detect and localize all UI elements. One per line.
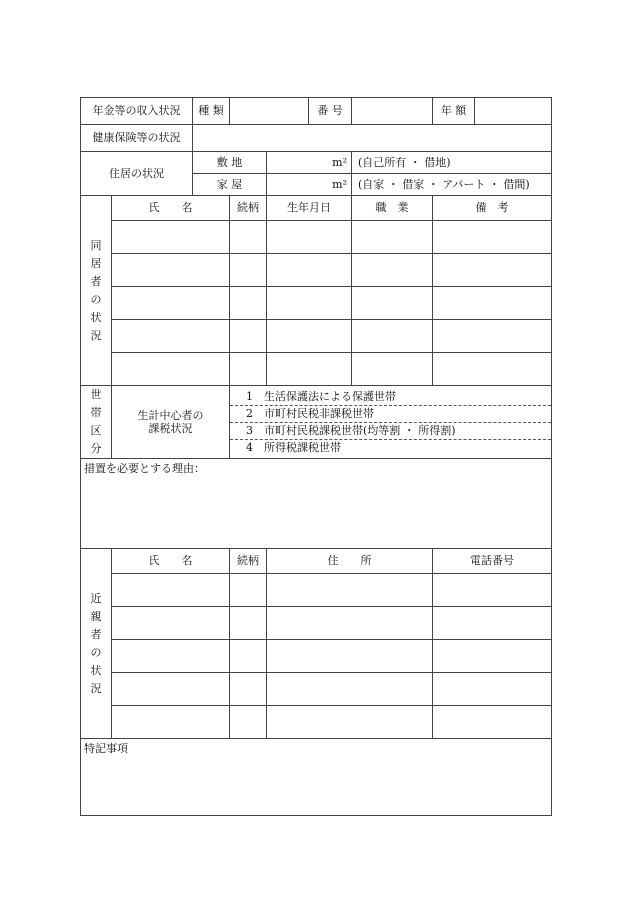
cohabitant-occupation-field[interactable] [352,254,433,287]
health-row [81,125,552,152]
relative-name-header: 氏 名 [112,549,230,574]
household-side-label: 世 帯 区 分 [81,386,112,459]
relative-relation-field[interactable] [230,640,267,673]
reason-row [81,459,552,549]
cohabitant-name-field[interactable] [112,254,230,287]
relative-relation-field[interactable] [230,574,267,607]
cohabitant-relation-field[interactable] [230,287,267,320]
cohabitant-relation-field[interactable] [230,320,267,353]
relative-relation-field[interactable] [230,706,267,739]
cohabitant-relation-header: 続柄 [230,196,267,221]
table-row [81,640,552,673]
notes-row [81,739,552,816]
table-row [81,607,552,640]
cohabitant-remarks-header: 備 考 [433,196,552,221]
household-option-4[interactable]: 4 所得税課税世帯 [246,440,341,454]
pension-type-label: 種 類 [193,98,230,125]
land-note: (自己所有 ・ 借地) [352,152,552,174]
cohabitant-remarks-field[interactable] [433,221,552,254]
relative-address-field[interactable] [267,607,433,640]
land-unit: m² [332,155,347,169]
cohabitant-relation-field[interactable] [230,254,267,287]
household-option-1[interactable]: 1 生活保護法による保護世帯 [230,389,551,406]
household-row [81,386,552,459]
reason-label: 措置を必要とする理由： [84,462,205,475]
cohabitant-occupation-header: 職 業 [352,196,433,221]
household-option-3[interactable]: 3 市町村民税課税世帯(均等割 ・ 所得割) [230,423,551,440]
table-row [81,254,552,287]
relative-phone-field[interactable] [433,640,552,673]
cohabitant-name-field[interactable] [112,287,230,320]
application-form [80,97,551,808]
cohabitant-occupation-field[interactable] [352,287,433,320]
relative-address-field[interactable] [267,574,433,607]
notes-field[interactable] [81,739,552,816]
health-field[interactable] [193,125,552,152]
pension-label: 年金等の収入状況 [81,98,193,125]
cohabitant-relation-field[interactable] [230,353,267,386]
cohabitants-header-row [81,196,552,221]
pension-amount-field[interactable] [475,98,552,125]
relative-relation-field[interactable] [230,607,267,640]
relatives-side-label: 近 親 者 の 状 況 [81,549,112,739]
housing-land-row [81,152,552,174]
relative-phone-field[interactable] [433,706,552,739]
pension-number-field[interactable] [352,98,433,125]
relative-address-field[interactable] [267,640,433,673]
cohabitant-name-field[interactable] [112,320,230,353]
relative-name-field[interactable] [112,673,230,706]
relative-name-field[interactable] [112,706,230,739]
land-label: 敷 地 [193,152,267,174]
table-row [81,673,552,706]
pension-row [81,98,552,125]
house-area-field[interactable] [267,174,352,196]
cohabitant-birthdate-field[interactable] [267,353,352,386]
table-row [81,574,552,607]
cohabitant-remarks-field[interactable] [433,353,552,386]
table-row [81,221,552,254]
pension-number-label: 番 号 [309,98,352,125]
table-row [81,706,552,739]
cohabitant-birthdate-field[interactable] [267,254,352,287]
table-row [81,353,552,386]
cohabitants-side-label: 同 居 者 の 状 況 [81,196,112,386]
relative-relation-header: 続柄 [230,549,267,574]
cohabitant-relation-field[interactable] [230,221,267,254]
cohabitant-occupation-field[interactable] [352,221,433,254]
relative-name-field[interactable] [112,574,230,607]
relatives-header-row [81,549,552,574]
pension-type-field[interactable] [230,98,309,125]
cohabitant-remarks-field[interactable] [433,320,552,353]
cohabitant-remarks-field[interactable] [433,287,552,320]
relative-address-field[interactable] [267,706,433,739]
relative-phone-field[interactable] [433,673,552,706]
form-table [80,97,552,816]
cohabitant-name-field[interactable] [112,221,230,254]
health-label: 健康保険等の状況 [81,125,193,152]
relative-address-header: 住 所 [267,549,433,574]
cohabitant-birthdate-field[interactable] [267,287,352,320]
cohabitant-birthdate-field[interactable] [267,320,352,353]
relative-phone-header: 電話番号 [433,549,552,574]
relative-phone-field[interactable] [433,607,552,640]
cohabitant-occupation-field[interactable] [352,353,433,386]
cohabitant-birthdate-field[interactable] [267,221,352,254]
housing-label: 住居の状況 [81,152,193,196]
reason-field[interactable] [81,459,552,549]
relative-relation-field[interactable] [230,673,267,706]
household-option-2[interactable]: 2 市町村民税非課税世帯 [230,406,551,423]
cohabitant-name-field[interactable] [112,353,230,386]
table-row [81,320,552,353]
cohabitant-remarks-field[interactable] [433,254,552,287]
land-area-field[interactable] [267,152,352,174]
relative-name-field[interactable] [112,640,230,673]
house-note: (自家 ・ 借家 ・ アパート ・ 借間) [352,174,552,196]
cohabitant-birthdate-header: 生年月日 [267,196,352,221]
relative-address-field[interactable] [267,673,433,706]
table-row [81,287,552,320]
house-unit: m² [332,177,347,191]
notes-label: 特記事項 [84,742,128,755]
household-options [230,386,552,459]
pension-amount-label: 年 額 [433,98,475,125]
household-label: 生計中心者の 課税状況 [112,386,230,459]
cohabitant-occupation-field[interactable] [352,320,433,353]
cohabitant-name-header: 氏 名 [112,196,230,221]
house-label: 家 屋 [193,174,267,196]
relative-name-field[interactable] [112,607,230,640]
relative-phone-field[interactable] [433,574,552,607]
